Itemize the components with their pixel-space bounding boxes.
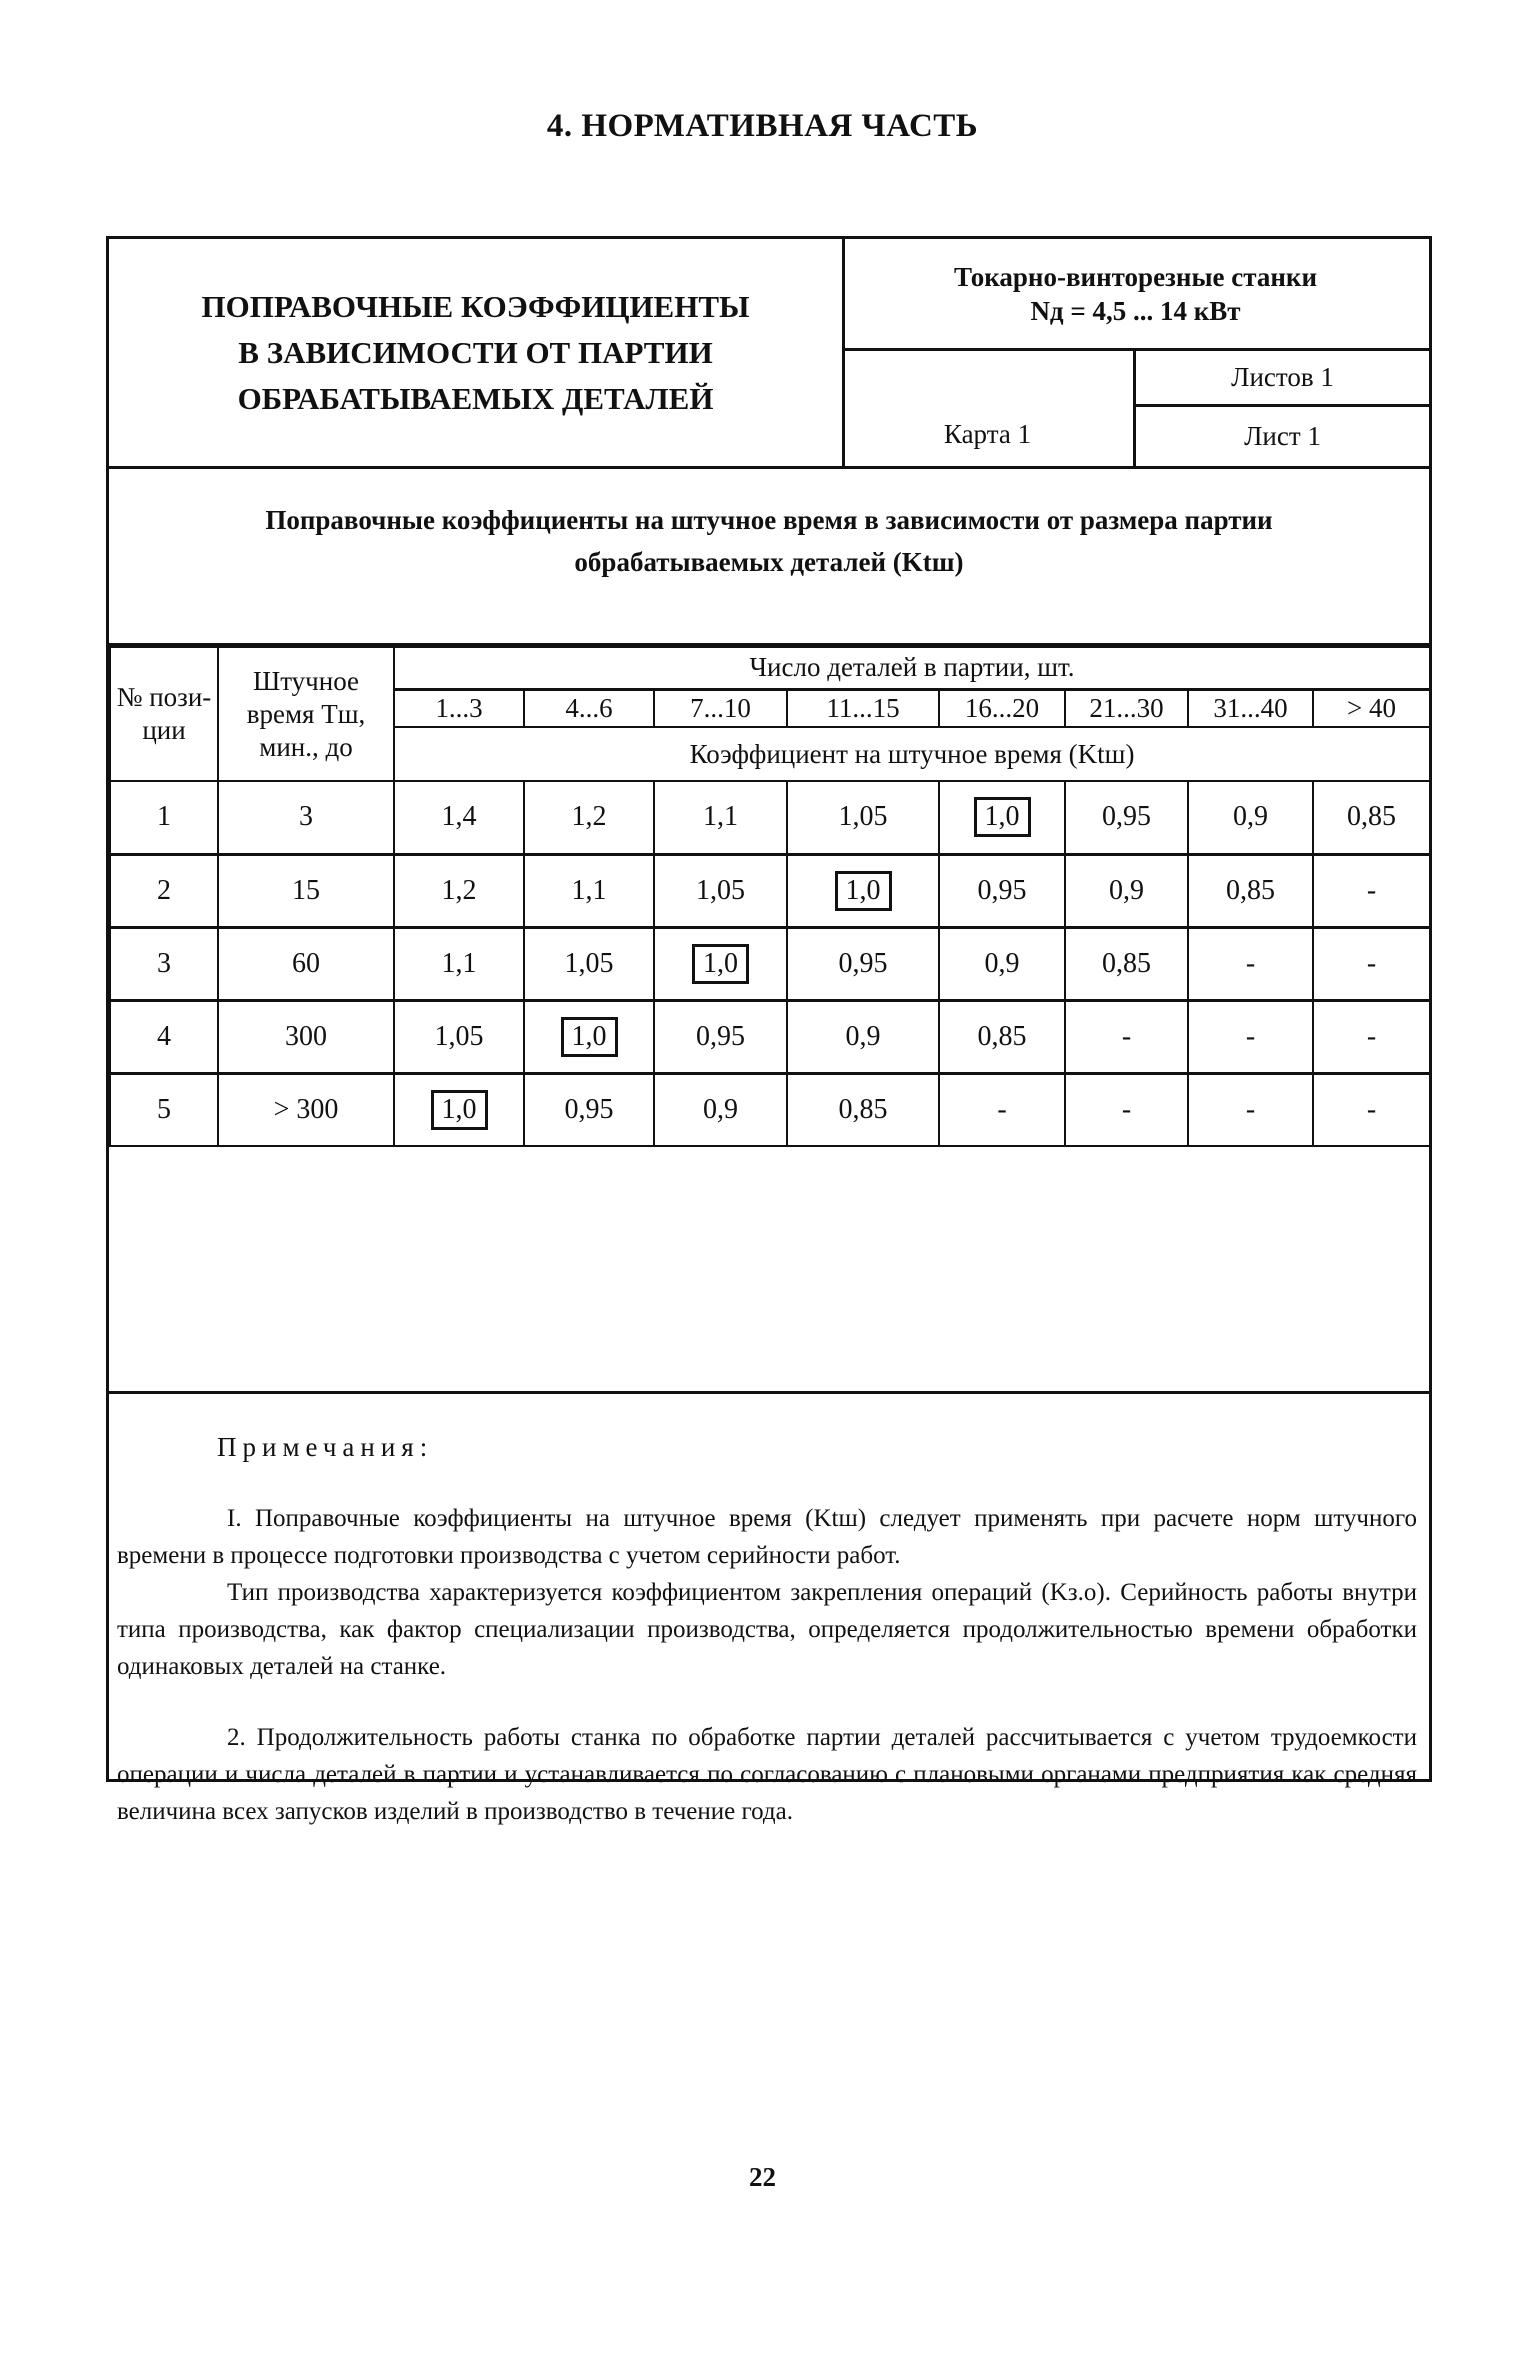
card-header-right — [842, 239, 1429, 466]
card-number: Карта 1 — [842, 351, 1136, 466]
coefficient-cell: 0,9 — [939, 927, 1065, 1000]
coefficient-cell: - — [1313, 854, 1430, 927]
coefficient-cell: 0,9 — [787, 1000, 939, 1073]
col-header-position: № пози- ции — [110, 647, 218, 781]
batch-range-header: 31...40 — [1188, 689, 1313, 727]
machine-power: Nд = 4,5 ... 14 кВт — [1030, 295, 1241, 326]
coefficient-cell: - — [1188, 927, 1313, 1000]
batch-range-header: 21...30 — [1065, 689, 1188, 727]
coefficient-cell: 0,85 — [787, 1073, 939, 1146]
coefficient-cell — [939, 781, 1065, 854]
coefficient-cell: - — [1188, 1000, 1313, 1073]
time-cell: 15 — [218, 854, 394, 927]
coefficient-table — [109, 646, 1431, 1147]
coefficient-cell: 1,2 — [524, 781, 654, 854]
machine-type — [842, 239, 1429, 351]
table-row — [110, 1000, 1430, 1073]
notes — [117, 1429, 1417, 1830]
coefficient-cell: - — [1313, 1073, 1430, 1146]
col-header-coefficient: Коэффициент на штучное время (Ktш) — [394, 727, 1430, 781]
coefficient-cell: 0,95 — [524, 1073, 654, 1146]
card-title-line-1: ПОПРАВОЧНЫЕ КОЭФФИЦИЕНТЫ — [201, 288, 750, 324]
position-cell: 5 — [110, 1073, 218, 1146]
note-1-continued: Тип производства характеризуется коэффициентом закрепления операций (Kз.о). Серийность работы внутри типа производства, как фактор специализации производства, определяется продолжительностью времени обработки одинаковых деталей на станке. — [117, 1579, 1417, 1680]
position-cell: 3 — [110, 927, 218, 1000]
card-title — [109, 239, 845, 466]
table-caption-line-1: Поправочные коэффициенты на штучное время в зависимости от размера партии — [265, 505, 1273, 535]
coefficient-cell: 0,9 — [654, 1073, 787, 1146]
time-cell: 3 — [218, 781, 394, 854]
highlighted-coefficient: 1,0 — [692, 944, 749, 984]
coefficient-cell: - — [1313, 927, 1430, 1000]
coefficient-cell: 1,4 — [394, 781, 524, 854]
coefficient-cell: 1,1 — [394, 927, 524, 1000]
highlighted-coefficient: 1,0 — [561, 1017, 618, 1057]
coefficient-cell: 0,9 — [1188, 781, 1313, 854]
coefficient-cell: 1,05 — [787, 781, 939, 854]
coefficient-cell — [787, 854, 939, 927]
machine-type-name: Токарно-винторезные станки — [953, 261, 1318, 292]
notes-title: Примечания: — [217, 1432, 434, 1462]
coefficient-cell: 0,95 — [787, 927, 939, 1000]
coefficient-cell: - — [939, 1073, 1065, 1146]
batch-range-header: 16...20 — [939, 689, 1065, 727]
coefficient-table-body — [110, 781, 1430, 1146]
table-row — [110, 1073, 1430, 1146]
coefficient-cell: 0,95 — [1065, 781, 1188, 854]
table-row — [110, 854, 1430, 927]
table-caption — [109, 469, 1429, 646]
table-row — [110, 781, 1430, 854]
coefficient-cell: 1,1 — [524, 854, 654, 927]
col-header-time: Штучное время Tш, мин., до — [218, 647, 394, 781]
coefficient-cell: 0,95 — [939, 854, 1065, 927]
page-number: 22 — [749, 2162, 776, 2192]
coefficient-cell: - — [1313, 1000, 1430, 1073]
time-cell: > 300 — [218, 1073, 394, 1146]
highlighted-coefficient: 1,0 — [431, 1090, 488, 1130]
coefficient-cell: 0,85 — [939, 1000, 1065, 1073]
coefficient-cell: 0,85 — [1065, 927, 1188, 1000]
coefficient-cell: 0,85 — [1188, 854, 1313, 927]
coefficient-cell: - — [1065, 1000, 1188, 1073]
sheets-total: Листов 1 — [1136, 351, 1429, 407]
coefficient-cell: 1,05 — [394, 1000, 524, 1073]
time-cell: 300 — [218, 1000, 394, 1073]
coefficient-cell: 1,05 — [654, 854, 787, 927]
position-cell: 1 — [110, 781, 218, 854]
batch-range-header: 4...6 — [524, 689, 654, 727]
coefficient-cell: - — [1065, 1073, 1188, 1146]
position-cell: 2 — [110, 854, 218, 927]
coefficient-cell: 1,05 — [524, 927, 654, 1000]
batch-range-header: 1...3 — [394, 689, 524, 727]
coefficient-cell — [394, 1073, 524, 1146]
batch-range-header: 7...10 — [654, 689, 787, 727]
coefficient-cell — [524, 1000, 654, 1073]
sheet-number: Лист 1 — [1244, 421, 1321, 451]
coefficient-cell: 1,1 — [654, 781, 787, 854]
batch-range-header: 11...15 — [787, 689, 939, 727]
highlighted-coefficient: 1,0 — [835, 871, 892, 911]
card-header — [109, 239, 1429, 469]
position-cell: 4 — [110, 1000, 218, 1073]
note-2: 2. Продолжительность работы станка по обработке партии деталей рассчитывается с учетом трудоемкости операции и числа деталей в партии и устанавливается по согласованию с плановыми органами предприятия как средняя величина всех запусков изделий в производство в течение года. — [117, 1724, 1417, 1825]
coefficient-cell: 0,85 — [1313, 781, 1430, 854]
coefficient-cell: 1,2 — [394, 854, 524, 927]
time-cell: 60 — [218, 927, 394, 1000]
card-title-line-3: ОБРАБАТЫВАЕМЫХ ДЕТАЛЕЙ — [237, 380, 714, 416]
page-heading: 4. НОРМАТИВНАЯ ЧАСТЬ — [546, 108, 979, 144]
coefficient-cell: 0,9 — [1065, 854, 1188, 927]
coefficient-cell: - — [1188, 1073, 1313, 1146]
note-1: I. Поправочные коэффициенты на штучное время (Ktш) следует применять при расчете норм штучного времени в процессе подготовки производства с учетом серийности работ. — [117, 1505, 1417, 1569]
coefficient-cell: 0,95 — [654, 1000, 787, 1073]
table-caption-line-2: обрабатываемых деталей (Ktш) — [574, 547, 964, 577]
norm-card-frame — [106, 236, 1432, 1825]
coefficient-cell — [654, 927, 787, 1000]
table-divider — [109, 1391, 1429, 1394]
col-header-batch-size: Число деталей в партии, шт. — [394, 647, 1430, 689]
table-row — [110, 927, 1430, 1000]
card-title-line-2: В ЗАВИСИМОСТИ ОТ ПАРТИИ — [238, 334, 713, 370]
batch-range-header: > 40 — [1313, 689, 1430, 727]
highlighted-coefficient: 1,0 — [974, 797, 1031, 837]
